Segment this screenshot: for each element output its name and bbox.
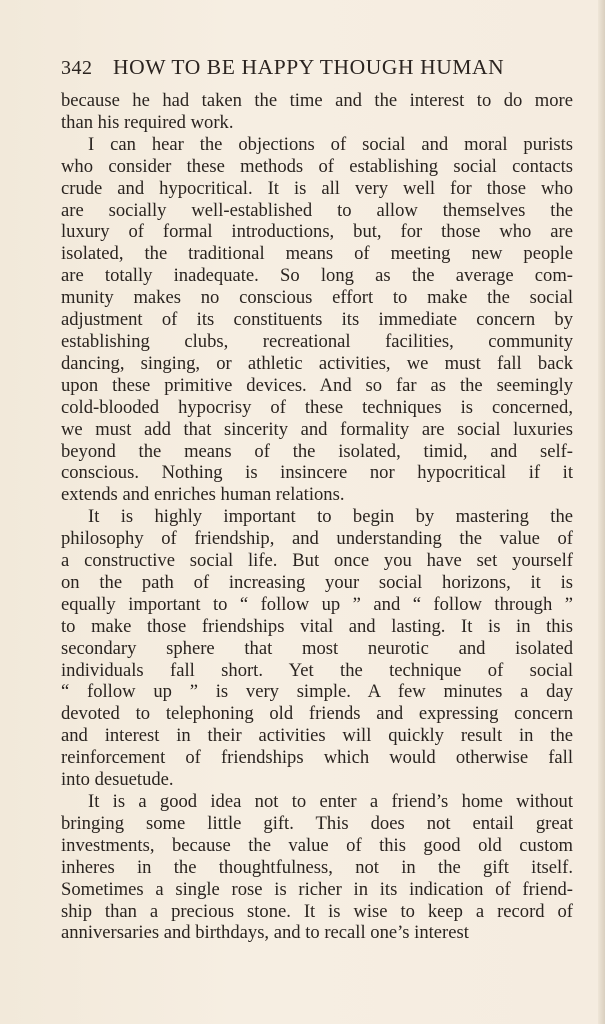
text-line: reinforcement of friendships which would otherwise fall: [61, 747, 573, 769]
text-line: individuals fall short. Yet the technique of social: [61, 659, 573, 681]
text-line: because he had taken the time and the interest to do more: [61, 90, 573, 111]
text-line: bringing some little gift. This does not entail great: [61, 812, 573, 834]
paragraph: [61, 134, 573, 506]
text-line: into desuetude.: [61, 769, 174, 791]
page-edge: [598, 0, 605, 1024]
text-line: cold-blooded hypocrisy of these techniques is concerned,: [61, 396, 573, 418]
text-line: ship than a precious stone. It is wise to keep a record of: [61, 900, 573, 922]
text-line: and interest in their activities will quickly result in the: [61, 725, 573, 747]
text-line: isolated, the traditional means of meeting new people: [61, 243, 573, 265]
text-line: anniversaries and birthdays, and to recall one’s interest: [61, 922, 469, 944]
text-line: conscious. Nothing is insincere nor hypocritical if it: [61, 462, 573, 484]
paragraph: [61, 506, 573, 791]
paragraph: [61, 90, 573, 134]
text-line: Sometimes a single rose is richer in its indication of friend-: [61, 878, 573, 900]
text-line: on the path of increasing your social horizons, it is: [61, 571, 573, 593]
text-line: philosophy of friendship, and understanding the value of: [61, 528, 573, 550]
text-line: secondary sphere that most neurotic and isolated: [61, 637, 573, 659]
text-line: It is a good idea not to enter a friend’s home without: [88, 791, 573, 812]
paragraph: [61, 791, 573, 944]
page-header: [61, 54, 581, 84]
text-line: establishing clubs, recreational facilities, community: [61, 330, 573, 352]
text-line: to make those friendships vital and lasting. It is in this: [61, 615, 573, 637]
text-line: It is highly important to begin by mastering the: [88, 506, 573, 528]
body-text: [61, 90, 573, 944]
text-line: investments, because the value of this good old custom: [61, 834, 573, 856]
running-head: HOW TO BE HAPPY THOUGH HUMAN: [113, 55, 505, 79]
text-line: equally important to “ follow up ” and “ follow through ”: [61, 593, 573, 615]
text-line: I can hear the objections of social and moral purists: [88, 133, 573, 155]
text-line: luxury of formal introductions, but, for those who are: [61, 221, 573, 243]
text-line: beyond the means of the isolated, timid, and self-: [61, 440, 573, 462]
text-line: who consider these methods of establishing social contacts: [61, 155, 573, 177]
page-number: 342: [61, 57, 93, 79]
text-line: crude and hypocritical. It is all very well for those who: [61, 177, 573, 199]
text-line: inheres in the thoughtfulness, not in the gift itself.: [61, 856, 573, 878]
text-line: a constructive social life. But once you have set yourself: [61, 550, 573, 572]
text-line: devoted to telephoning old friends and expressing concern: [61, 703, 573, 725]
text-line: are totally inadequate. So long as the average com-: [61, 265, 573, 287]
text-line: are socially well-established to allow themselves the: [61, 199, 573, 221]
text-line: extends and enriches human relations.: [61, 484, 345, 506]
text-line: upon these primitive devices. And so far as the seemingly: [61, 374, 573, 396]
text-line: “ follow up ” is very simple. A few minutes a day: [61, 681, 573, 703]
text-line: dancing, singing, or athletic activities, we must fall back: [61, 352, 573, 374]
text-line: adjustment of its constituents its immediate concern by: [61, 309, 573, 331]
text-line: munity makes no conscious effort to make the social: [61, 287, 573, 309]
text-line: than his required work.: [61, 111, 234, 133]
text-line: we must add that sincerity and formality are social luxuries: [61, 418, 573, 440]
